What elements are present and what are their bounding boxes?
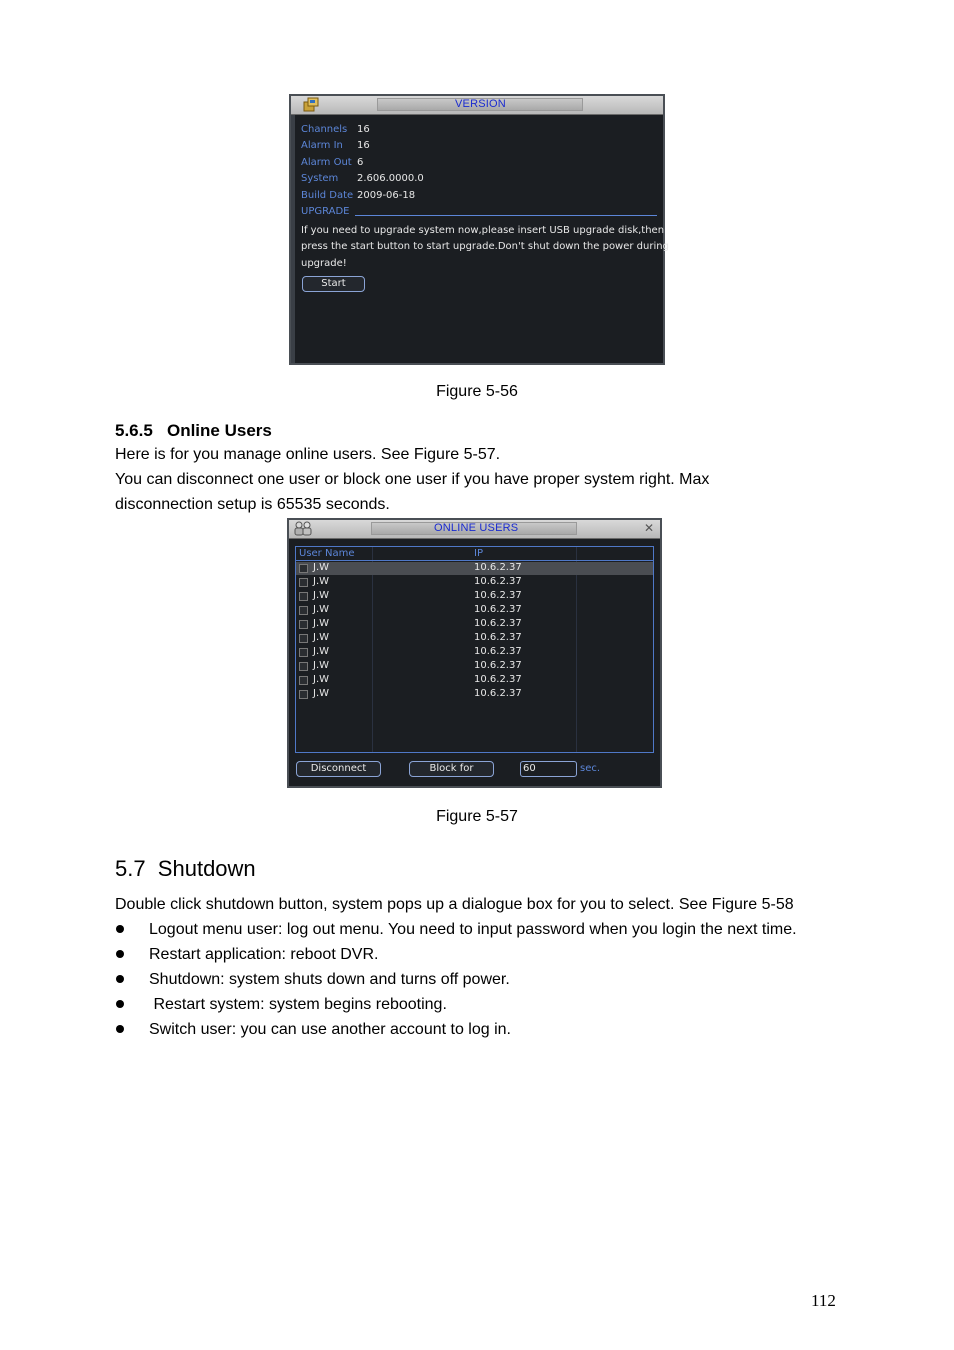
user-row[interactable] xyxy=(296,632,653,645)
ip-cell: 10.6.2.37 xyxy=(474,632,522,643)
figure-caption-5-57: Figure 5-57 xyxy=(436,808,518,825)
user-row[interactable] xyxy=(296,674,653,687)
page-number: 112 xyxy=(811,1291,836,1310)
ip-cell: 10.6.2.37 xyxy=(474,618,522,629)
bullet-item: Switch user: you can use another account to log in. xyxy=(149,1021,511,1038)
user-row-checkbox[interactable] xyxy=(299,676,308,685)
users-list-panel xyxy=(295,546,654,753)
version-field-label: Alarm In xyxy=(301,140,343,152)
paragraph-line: Here is for you manage online users. See Figure 5-57. xyxy=(115,446,501,463)
close-icon[interactable]: ✕ xyxy=(643,521,654,535)
paragraph-line: disconnection setup is 65535 seconds. xyxy=(115,496,390,513)
figure-caption-5-56: Figure 5-56 xyxy=(436,383,518,400)
version-dialog xyxy=(289,94,669,365)
block-for-button[interactable]: Block for xyxy=(409,761,494,777)
ip-cell: 10.6.2.37 xyxy=(474,674,522,685)
user-name-cell: J.W xyxy=(313,562,330,573)
shutdown-intro: Double click shutdown button, system pops up a dialogue box for you to select. See Figure 5-58 xyxy=(115,896,794,913)
bullet-dot xyxy=(116,925,124,933)
version-field-label: Build Date xyxy=(301,189,354,201)
user-row[interactable] xyxy=(296,590,653,603)
disconnect-button[interactable]: Disconnect xyxy=(296,761,381,777)
paragraph-line: You can disconnect one user or block one user if you have proper system right. Max xyxy=(115,471,710,488)
ip-cell: 10.6.2.37 xyxy=(474,590,522,601)
user-row-checkbox[interactable] xyxy=(299,620,308,629)
version-field-label: Channels xyxy=(301,124,348,135)
user-name-cell: J.W xyxy=(313,618,330,629)
upgrade-text-line: upgrade! xyxy=(301,258,347,269)
ip-cell: 10.6.2.37 xyxy=(474,688,522,699)
bullet-dot xyxy=(116,950,124,958)
ip-cell: 10.6.2.37 xyxy=(474,660,522,671)
upgrade-text-line: press the start button to start upgrade.Don't shut down the power during xyxy=(301,241,669,252)
online-users-dialog xyxy=(287,518,662,788)
online-users-title-bar xyxy=(289,520,660,539)
user-row[interactable] xyxy=(296,576,653,589)
user-row[interactable] xyxy=(296,660,653,673)
bullet-dot xyxy=(116,1000,124,1008)
version-field-value: 6 xyxy=(357,156,364,168)
bullet-item: Shutdown: system shuts down and turns off power. xyxy=(149,971,510,988)
user-name-cell: J.W xyxy=(313,576,330,587)
version-title: VERSION xyxy=(455,98,506,110)
upgrade-label: UPGRADE xyxy=(301,206,350,217)
online-users-title: ONLINE USERS xyxy=(434,522,519,534)
user-name-cell: J.W xyxy=(313,646,330,657)
users-icon xyxy=(293,521,313,536)
user-name-cell: J.W xyxy=(313,688,330,699)
ip-cell: 10.6.2.37 xyxy=(474,604,522,615)
upgrade-divider xyxy=(355,215,657,216)
app-logo-icon xyxy=(303,97,319,112)
version-title-bar xyxy=(291,96,663,115)
ip-cell: 10.6.2.37 xyxy=(474,562,522,573)
section-heading-shutdown: 5.7 Shutdown xyxy=(115,856,256,881)
ip-cell: 10.6.2.37 xyxy=(474,576,522,587)
start-button[interactable]: Start xyxy=(302,276,365,292)
user-row[interactable] xyxy=(296,688,653,701)
column-header-ip: IP xyxy=(474,548,483,559)
section-heading-online-users: 5.6.5 Online Users xyxy=(115,421,272,440)
version-field-value: 16 xyxy=(357,140,370,152)
user-row-checkbox[interactable] xyxy=(299,662,308,671)
user-row[interactable] xyxy=(296,618,653,631)
user-name-cell: J.W xyxy=(313,590,330,601)
block-seconds-input[interactable]: 60 xyxy=(520,761,577,777)
bullet-dot xyxy=(116,975,124,983)
user-row-checkbox[interactable] xyxy=(299,606,308,615)
upgrade-text-line: If you need to upgrade system now,please insert USB upgrade disk,then xyxy=(301,225,665,236)
bullet-item: Restart application: reboot DVR. xyxy=(149,946,379,963)
user-row-checkbox[interactable] xyxy=(299,648,308,657)
user-row-checkbox[interactable] xyxy=(299,578,308,587)
user-row-checkbox[interactable] xyxy=(299,690,308,699)
user-row[interactable] xyxy=(296,562,653,575)
user-name-cell: J.W xyxy=(313,660,330,671)
bullet-dot xyxy=(116,1025,124,1033)
bullet-item: Restart system: system begins rebooting. xyxy=(149,996,447,1013)
version-field-label: Alarm Out xyxy=(301,156,352,168)
user-name-cell: J.W xyxy=(313,604,330,615)
user-name-cell: J.W xyxy=(313,632,330,643)
column-header-user-name: User Name xyxy=(299,548,355,559)
user-row-checkbox[interactable] xyxy=(299,564,308,573)
version-field-value: 2.606.0000.0 xyxy=(357,173,424,185)
ip-cell: 10.6.2.37 xyxy=(474,646,522,657)
user-row[interactable] xyxy=(296,646,653,659)
version-field-value: 2009-06-18 xyxy=(357,189,416,201)
user-row-checkbox[interactable] xyxy=(299,634,308,643)
bullet-item: Logout menu user: log out menu. You need to input password when you login the next time. xyxy=(149,921,797,938)
user-row[interactable] xyxy=(296,604,653,617)
version-field-label: System xyxy=(301,173,339,185)
user-name-cell: J.W xyxy=(313,674,330,685)
version-field-value: 16 xyxy=(357,124,370,135)
seconds-label: sec. xyxy=(580,763,601,774)
user-row-checkbox[interactable] xyxy=(299,592,308,601)
